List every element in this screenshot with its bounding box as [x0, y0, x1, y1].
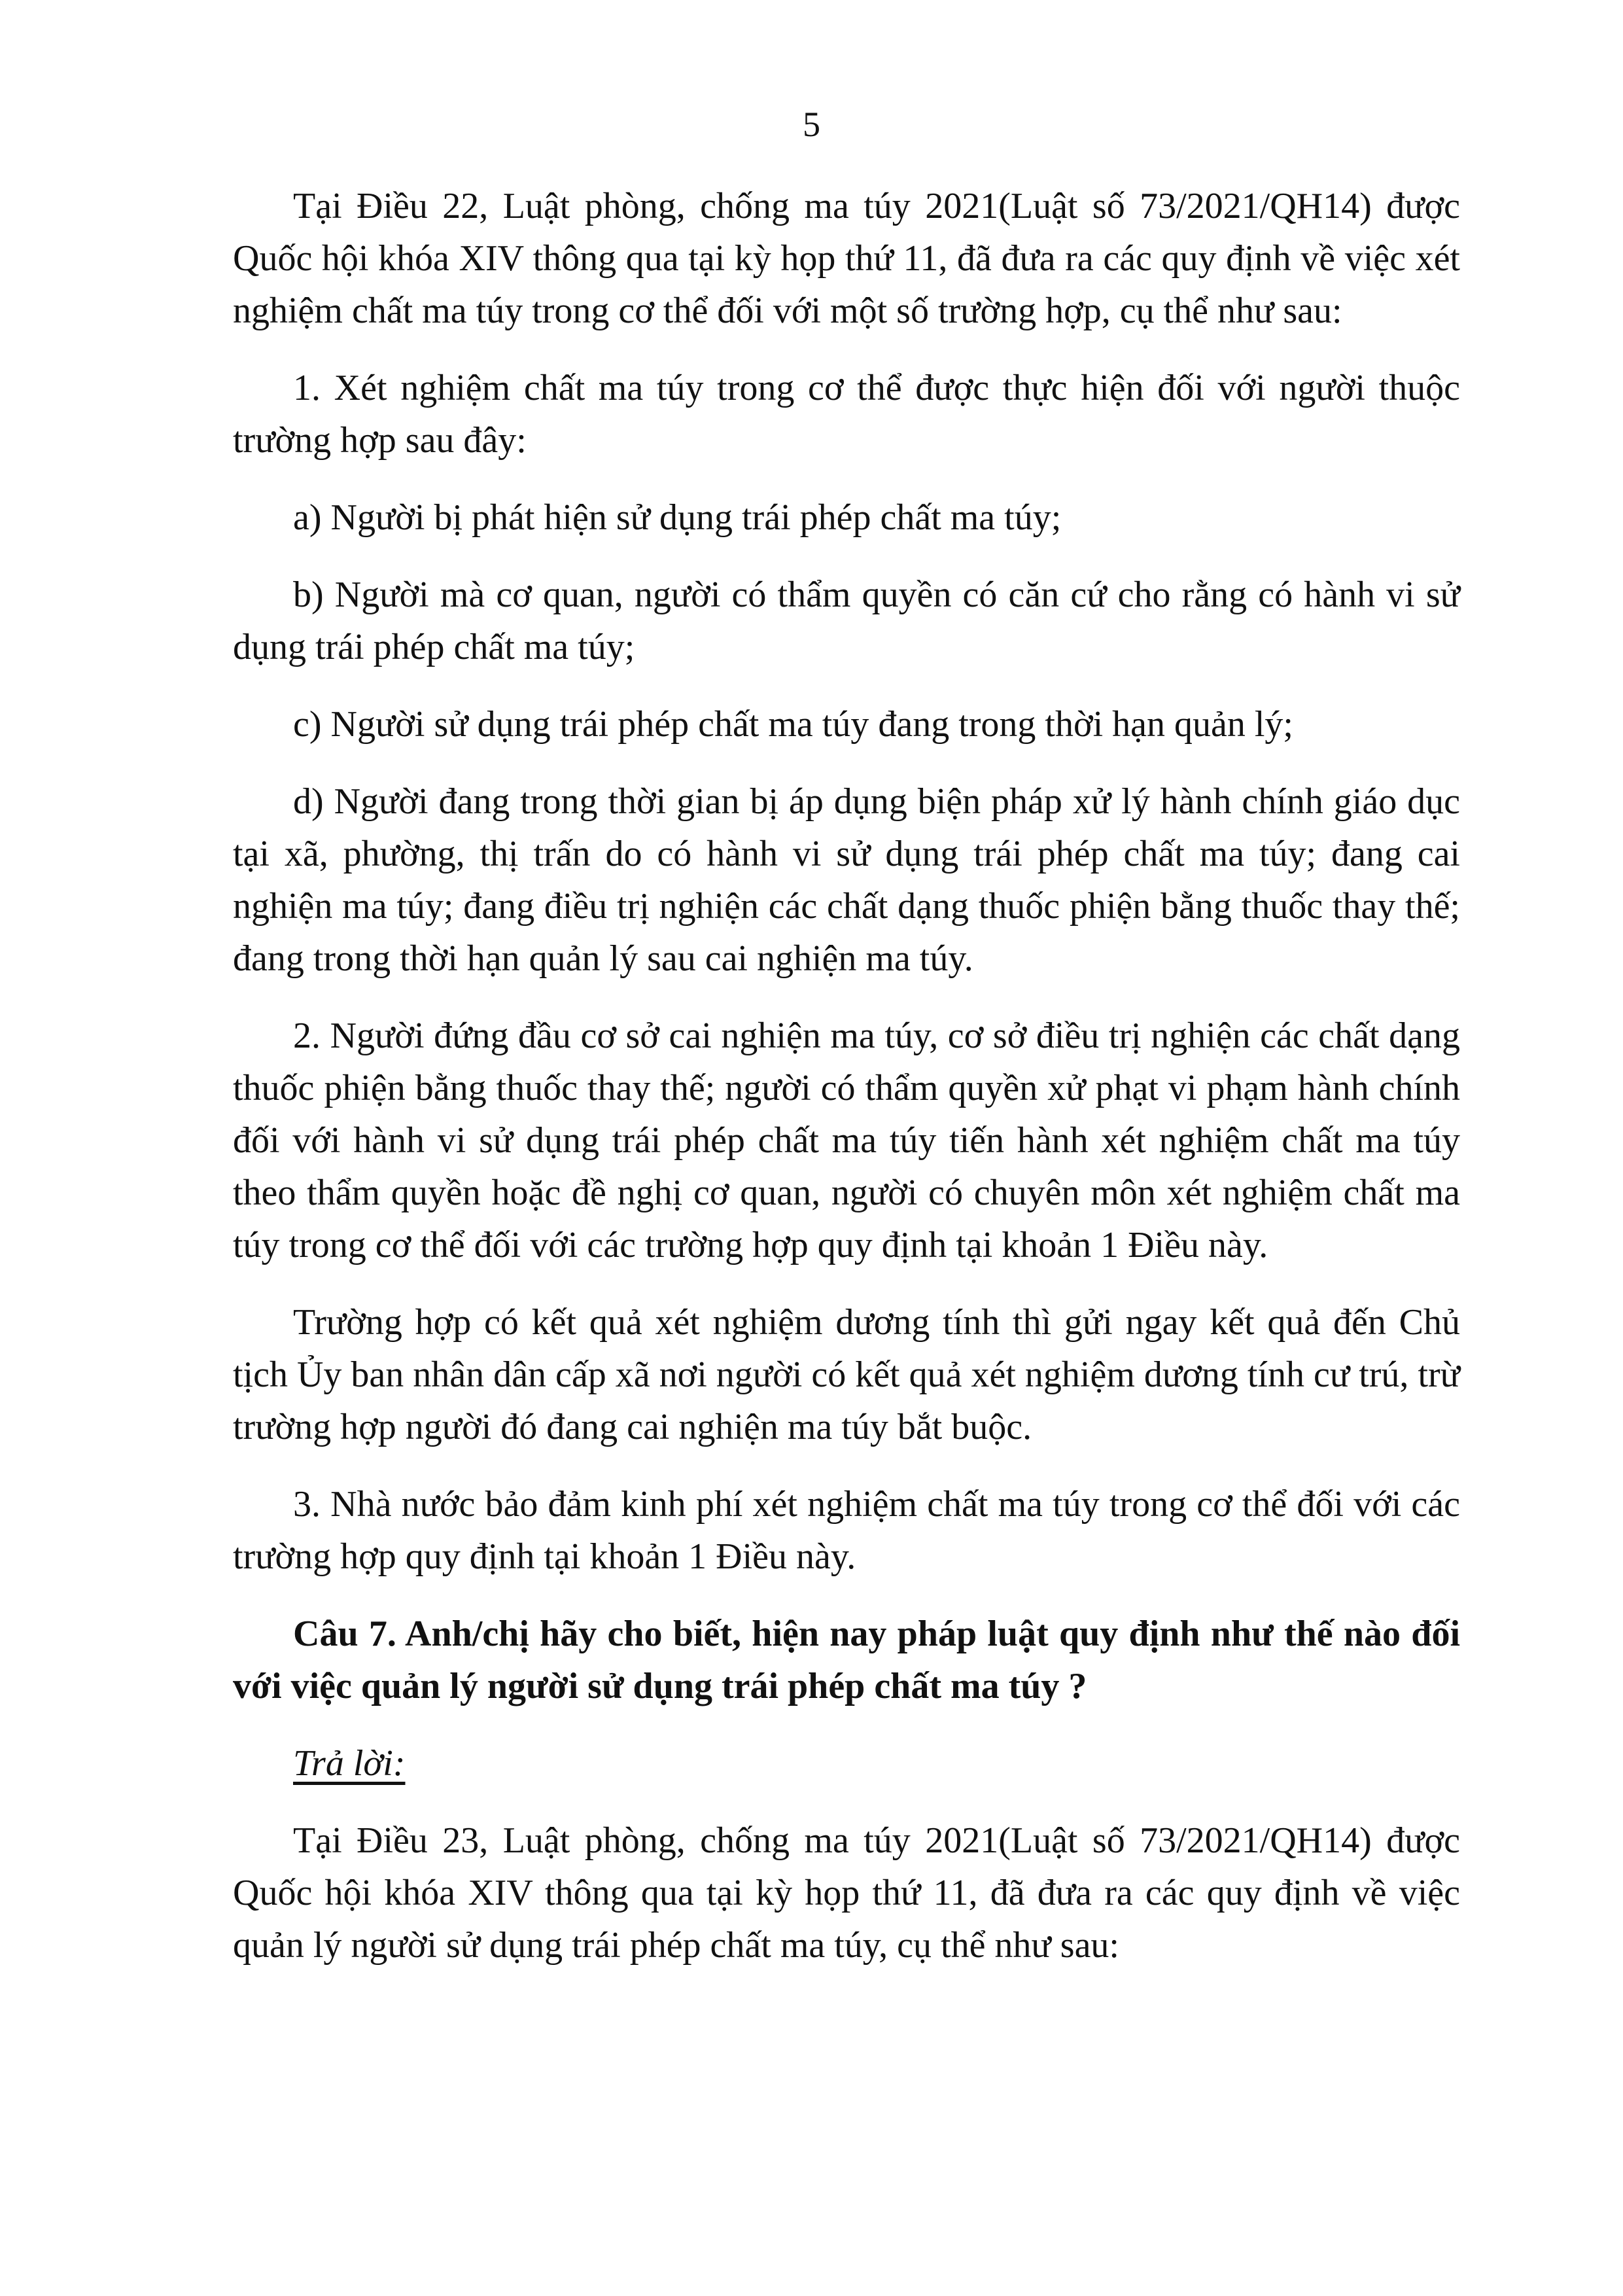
- paragraph-clause-3: 3. Nhà nước bảo đảm kinh phí xét nghiệm chất ma túy trong cơ thể đối với các trường hợp quy định tại khoản 1 Điều này.: [233, 1484, 1460, 1577]
- answer-label: Trả lời:: [293, 1743, 406, 1784]
- paragraph-clause-1: 1. Xét nghiệm chất ma túy trong cơ thể được thực hiện đối với người thuộc trường hợp sau đây:: [233, 368, 1460, 461]
- question-7: Câu 7. Anh/chị hãy cho biết, hiện nay pháp luật quy định như thế nào đối với việc quản lý người sử dụng trái phép chất ma túy ?: [233, 1614, 1460, 1706]
- paragraph-article-23-intro: Tại Điều 23, Luật phòng, chống ma túy 2021(Luật số 73/2021/QH14) được Quốc hội khóa XIV thông qua tại kỳ họp thứ 11, đã đưa ra các quy định về việc quản lý người sử dụng trái phép chất ma túy, cụ thể như sau:: [233, 1820, 1460, 1966]
- page-number: 5: [803, 105, 820, 144]
- paragraph-point-d: d) Người đang trong thời gian bị áp dụng biện pháp xử lý hành chính giáo dục tại xã, phường, thị trấn do có hành vi sử dụng trái phép chất ma túy; đang cai nghiện ma túy; đang điều trị nghiện các chất dạng thuốc phiện bằng thuốc thay thế; đang trong thời hạn quản lý sau cai nghiện ma túy.: [233, 781, 1460, 979]
- paragraph-article-22-intro: Tại Điều 22, Luật phòng, chống ma túy 2021(Luật số 73/2021/QH14) được Quốc hội khóa XIV thông qua tại kỳ họp thứ 11, đã đưa ra các quy định về việc xét nghiệm chất ma túy trong cơ thể đối với một số trường hợp, cụ thể như sau:: [233, 186, 1460, 331]
- paragraph-positive-result: Trường hợp có kết quả xét nghiệm dương tính thì gửi ngay kết quả đến Chủ tịch Ủy ban nhân dân cấp xã nơi người có kết quả xét nghiệm dương tính cư trú, trừ trường hợp người đó đang cai nghiện ma túy bắt buộc.: [233, 1302, 1460, 1447]
- paragraph-point-b: b) Người mà cơ quan, người có thẩm quyền có căn cứ cho rằng có hành vi sử dụng trái phép chất ma túy;: [233, 574, 1460, 667]
- page-content: [233, 180, 1460, 1996]
- paragraph-point-c: c) Người sử dụng trái phép chất ma túy đang trong thời hạn quản lý;: [293, 704, 1293, 745]
- paragraph-point-a: a) Người bị phát hiện sử dụng trái phép chất ma túy;: [293, 497, 1062, 538]
- paragraph-clause-2: 2. Người đứng đầu cơ sở cai nghiện ma túy, cơ sở điều trị nghiện các chất dạng thuốc phiện bằng thuốc thay thế; người có thẩm quyền xử phạt vi phạm hành chính đối với hành vi sử dụng trái phép chất ma túy tiến hành xét nghiệm chất ma túy theo thẩm quyền hoặc đề nghị cơ quan, người có chuyên môn xét nghiệm chất ma túy trong cơ thể đối với các trường hợp quy định tại khoản 1 Điều này.: [233, 1016, 1460, 1265]
